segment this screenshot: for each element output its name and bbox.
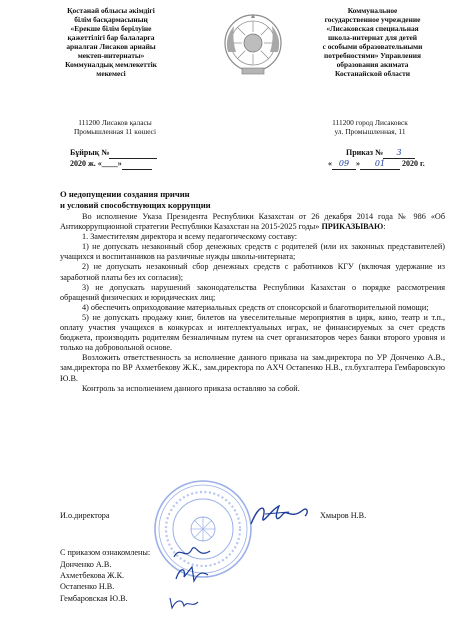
address-line: 111200 Лисаков қаласы: [78, 118, 152, 127]
paragraph: 1) не допускать незаконный сбор денежных средств с родителей (или их законных представителей) учащихся и воспитанников на различные нужды школы-интерната;: [60, 242, 445, 262]
header-left-line: мекемесі: [96, 69, 126, 78]
paragraph: Контроль за исполнением данного приказа оставляю за собой.: [82, 383, 300, 393]
header-right-line: школа-интернат для детей: [328, 33, 417, 42]
order-date-blank: [122, 159, 152, 170]
order-label: Приказ №: [346, 148, 384, 157]
header-right-line: образования акимата: [336, 60, 409, 69]
address-line: 111200 город Лисаковск: [332, 118, 408, 127]
address-right: [315, 118, 425, 136]
header-right-line: Коммунальное: [347, 6, 398, 15]
paragraph: 2) не допускать незаконный сбор денежных средств с работников КГУ (включая удержание из заработной платы без их согласия);: [60, 262, 445, 282]
title-line: О недопущении создания причин: [60, 189, 190, 199]
address-line: Промышленная 11 көшесі: [73, 127, 157, 136]
acknowledgement-signature: [172, 563, 212, 585]
paragraph: Возложить ответственность за исполнение данного приказа на зам.директора по УР Донченко А.В., зам.директора по ВР Ахметбекову Ж.К., зам.директора по АХЧ Остапенко Н.В., гл.бухгалтера Гембаровскую Ю.В.: [60, 353, 445, 383]
header-left-line: қажеттілігі бар балаларға: [67, 33, 155, 42]
signatory-name: Хмыров Н.В.: [320, 511, 367, 520]
header-right-line: государственное учреждение: [324, 15, 421, 24]
intro-colon: :: [383, 222, 386, 232]
state-emblem-icon: [222, 12, 284, 78]
title-line: и условий способствующих коррупции: [60, 200, 211, 210]
order-number-kazakh: [70, 148, 157, 170]
header-left-kazakh: [36, 6, 186, 78]
acknowledged-person: Донченко А.В.: [60, 560, 112, 569]
document-body: [60, 212, 445, 394]
header-left-line: білім басқармасының: [74, 15, 148, 24]
order-month-handwritten: 01: [374, 159, 386, 168]
acknowledged-person: Гембаровская Ю.В.: [60, 593, 128, 603]
intro-text: Во исполнение Указа Президента Республики Казахстан от 26 декабря 2014 года № 986 «Об Антикоррупционной стратегии Республики Казахстан на 2015-2025 годы»: [60, 212, 445, 232]
header-left-line: Коммуналдық мемлекеттік: [65, 60, 157, 69]
address-line: ул. Промышленная, 11: [334, 127, 406, 136]
paragraph: 4) обеспечить оприходование материальных средств от спонсорской и благотворительной помощи;: [82, 302, 429, 312]
paragraph: 5) не допускать продажу книг, билетов на увеселительные мероприятия в цирк, кино, театр и т.п., оплату участия учащихся в конкурсах и интеллектуальных играх, не финансируемых за счет средств бюджета, производить родителям безналичным путем на счет организаторов через банки второго уровня и только на добровольной основе.: [60, 312, 445, 353]
header-left-line: Қостанай облысы әкімдігі: [67, 6, 155, 15]
director-signature: [245, 500, 315, 530]
acknowledged-person: Ахметбекова Ж.К.: [60, 571, 125, 581]
order-year: 2020 г.: [402, 159, 425, 168]
order-number-blank: [109, 148, 157, 159]
header-right-line: «Лисаковская специальная: [326, 24, 419, 33]
order-number-handwritten: 3: [396, 148, 402, 157]
acknowledgement-signature: [166, 594, 202, 612]
header-right-line: Костанайской области: [334, 69, 411, 78]
order-date: 2020 ж. «____»: [70, 159, 122, 168]
header-left-line: «Ерекше білім берілуіне: [70, 24, 152, 33]
acknowledgement-heading: С приказом ознакомлены:: [60, 548, 151, 557]
header-right-line: потребностями» Управления: [324, 51, 421, 60]
intro-paragraph: [60, 212, 445, 232]
paragraph: 3) не допускать нарушений законодательства Республики Казахстан о порядке рассмотрения обращений физических и юридических лиц;: [60, 282, 445, 302]
acknowledgement-signature: [170, 543, 214, 563]
intro-command: ПРИКАЗЫВАЮ: [321, 222, 384, 232]
order-label: Бұйрық №: [70, 148, 110, 157]
acknowledged-person: Остапенко Н.В.: [60, 582, 115, 592]
order-day-handwritten: 09: [338, 159, 350, 168]
address-left: [60, 118, 170, 136]
header-left-line: мектеп-интернаты»: [77, 51, 145, 60]
header-right-line: с особыми образовательными: [322, 42, 423, 51]
order-number-russian: Приказ № 3 « 09 » 01 2020 г.: [328, 148, 425, 168]
header-left-line: арналған Лисаков арнайы: [66, 42, 156, 51]
signatory-role: И.о.директора: [60, 511, 110, 520]
header-right-russian: [300, 6, 445, 78]
document-title: [60, 189, 211, 211]
acknowledgement-list: [60, 559, 128, 604]
paragraph: 1. Заместителям директора и всему педагогическому составу:: [82, 232, 298, 242]
